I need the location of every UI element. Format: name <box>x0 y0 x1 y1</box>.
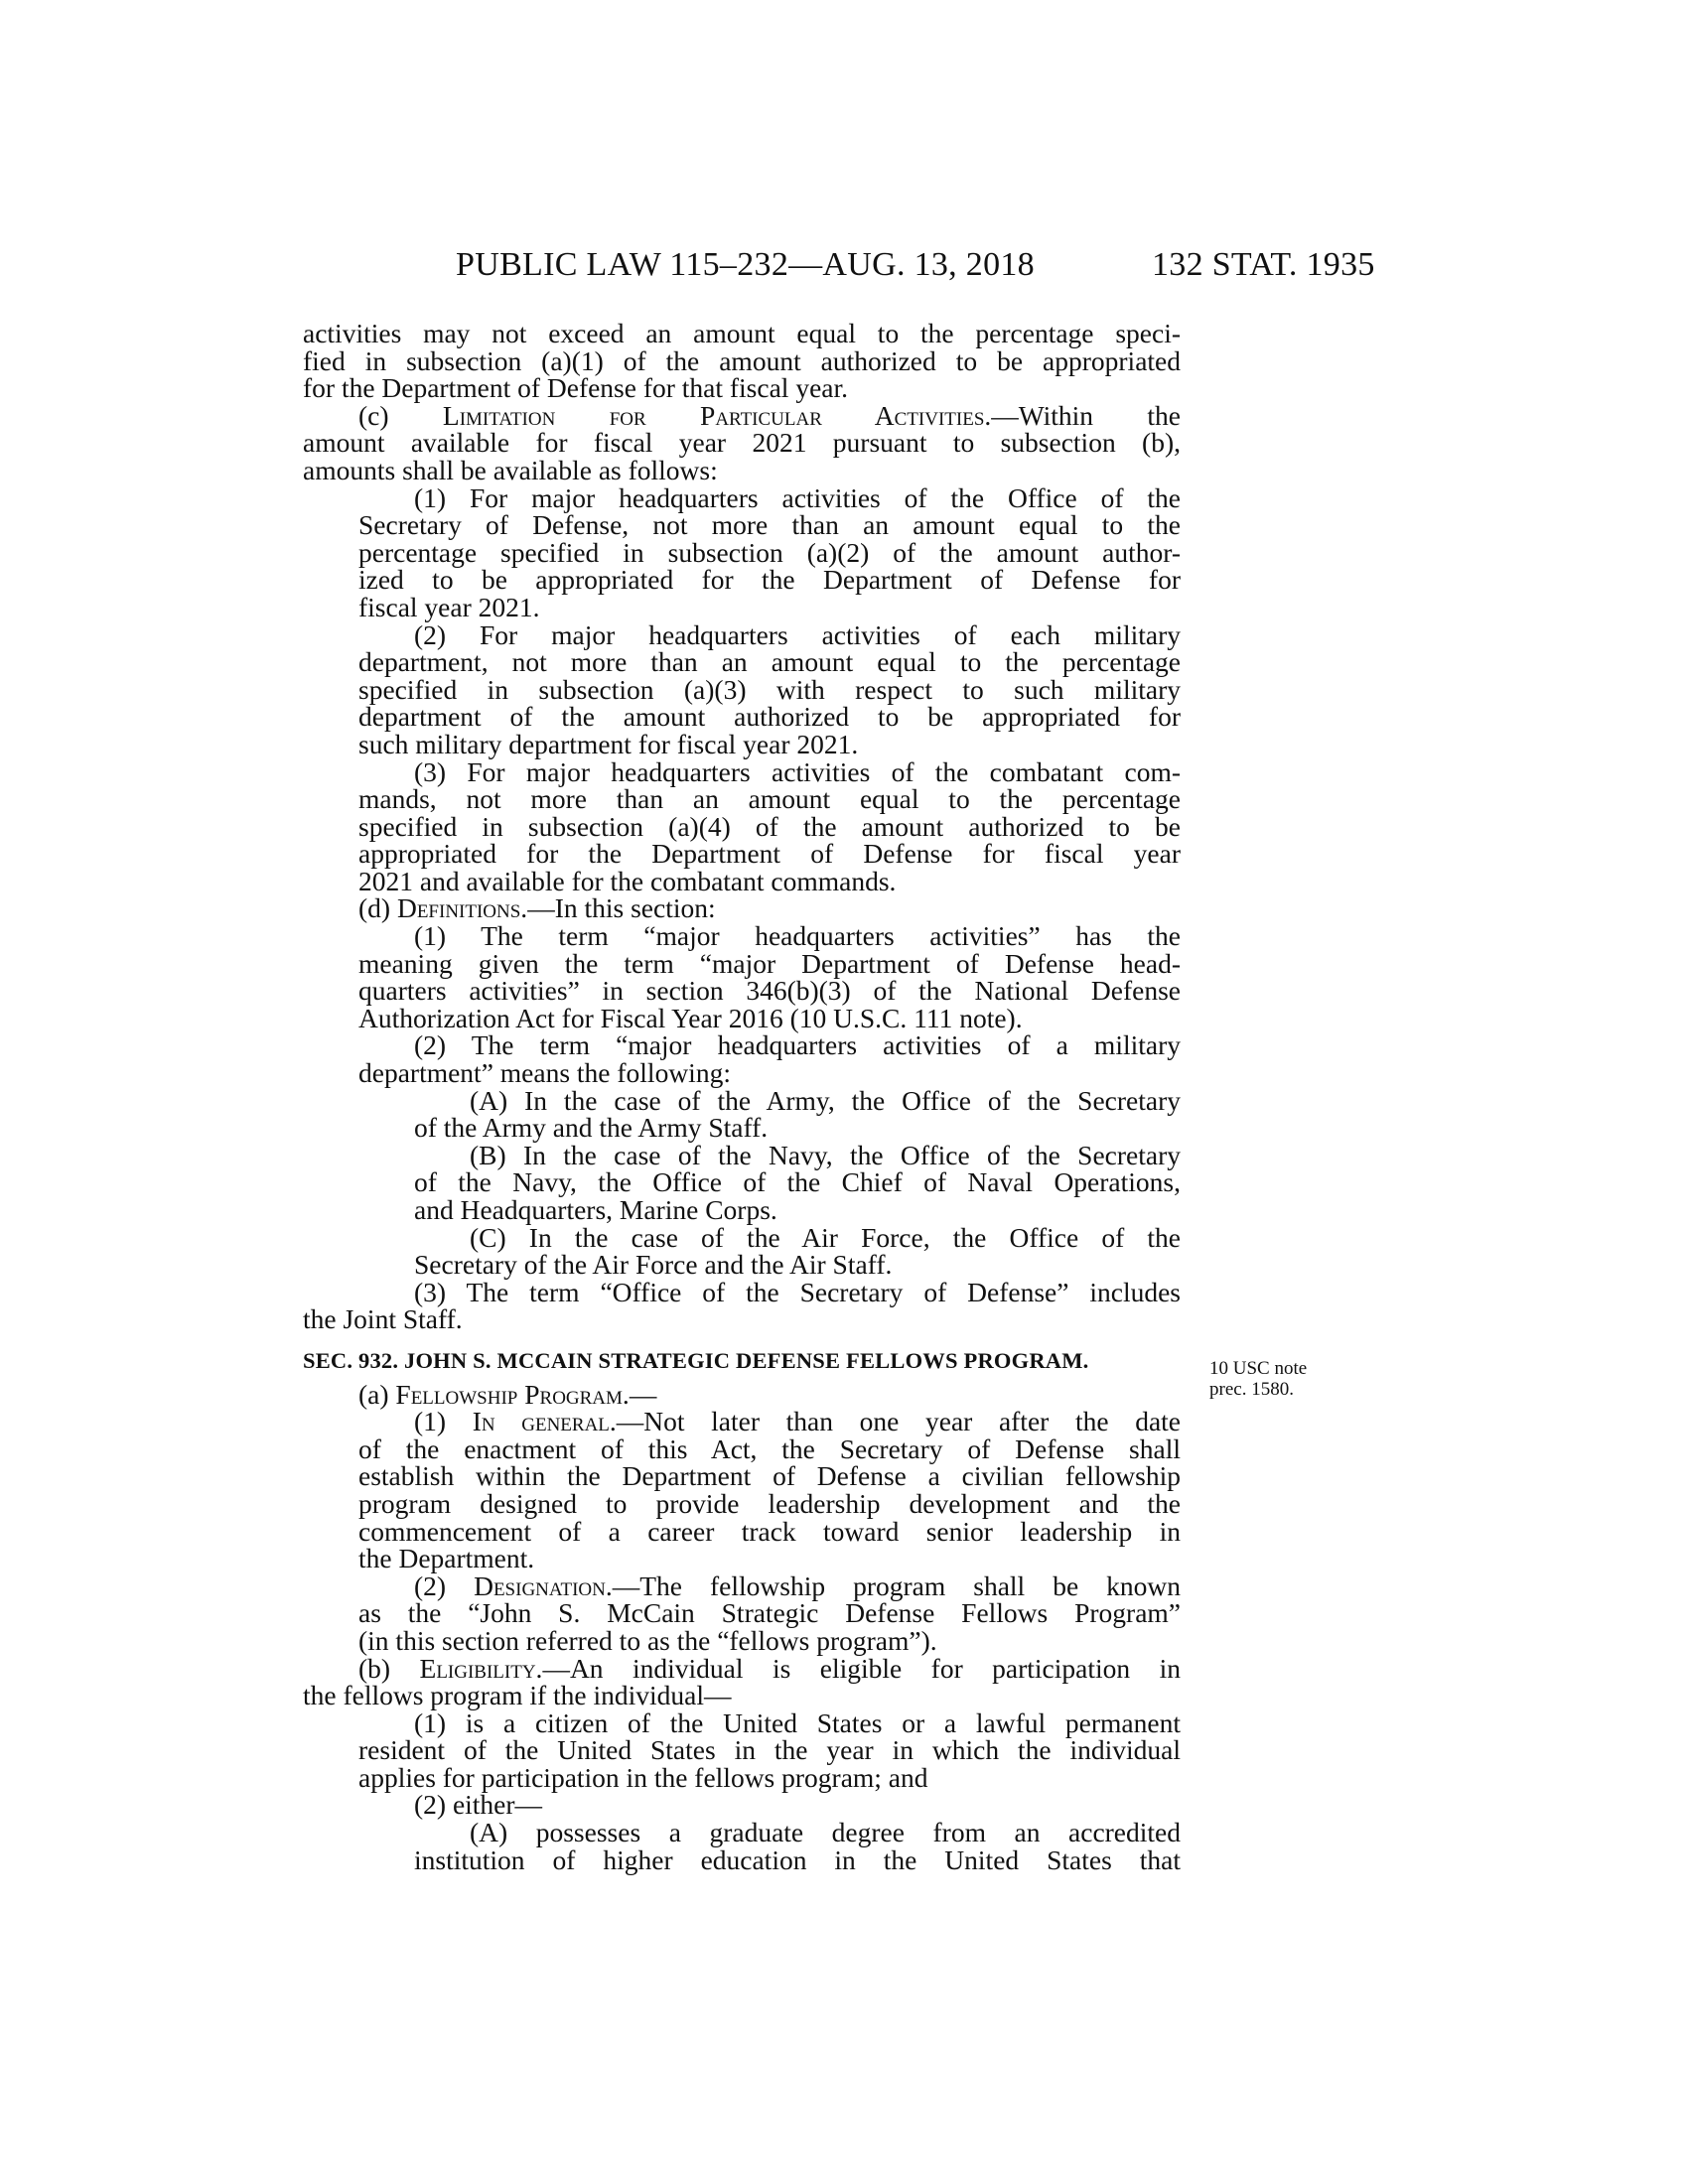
subsection-d-heading-line <box>303 894 1181 922</box>
running-header-stat-page: 132 STAT. 1935 <box>1152 246 1375 283</box>
subsection-label: (a) <box>358 1378 396 1410</box>
paragraph-line: the Joint Staff. <box>303 1303 463 1335</box>
paragraph-line: 2021 and available for the combatant commands. <box>358 865 897 896</box>
subsection-text: —In this section: <box>527 892 716 924</box>
paragraph-heading: Designation. <box>474 1570 613 1601</box>
paragraph-line: applies for participation in the fellows program; and <box>358 1761 928 1793</box>
margin-note-line: 10 USC note <box>1209 1358 1308 1379</box>
paragraph-label: (2) <box>414 1570 475 1601</box>
paragraph-line: mands, not more than an amount equal to the percentage <box>358 783 1181 815</box>
subsection-label: (b) <box>358 1652 420 1684</box>
paragraph-line: department” means the following: <box>358 1057 731 1089</box>
running-header-law: PUBLIC LAW 115–232—AUG. 13, 2018 <box>456 246 1035 283</box>
paragraph-line: (3) For major headquarters activities of the combatant com- <box>414 755 1181 787</box>
paragraph-line: percentage specified in subsection (a)(2) of the amount author- <box>358 536 1181 568</box>
subsection-heading: Limitation for Particular Activities. <box>442 399 992 431</box>
paragraph-text: —Not later than one year after the date <box>616 1406 1181 1437</box>
paragraph-line: establish within the Department of Defense a civilian fellowship <box>358 1460 1181 1492</box>
section-heading: SEC. 932. JOHN S. MCCAIN STRATEGIC DEFENSE FELLOWS PROGRAM. <box>303 1347 1089 1373</box>
subparagraph-line: (B) In the case of the Navy, the Office of the Secretary <box>470 1139 1181 1170</box>
subparagraph-line: of the Army and the Army Staff. <box>414 1112 769 1144</box>
paragraph-line: ized to be appropriated for the Department of Defense for <box>358 564 1181 596</box>
subsection-text: —Within the <box>991 399 1182 431</box>
paragraph-line: department of the amount authorized to be appropriated for <box>358 701 1181 733</box>
text-line: amount available for fiscal year 2021 pursuant to subsection (b), <box>303 427 1181 459</box>
paragraph-line: (in this section referred to as the “fellows program”). <box>358 1624 937 1656</box>
text-line: for the Department of Defense for that fiscal year. <box>303 372 848 404</box>
subparagraph-line: (A) possesses a graduate degree from an accredited <box>470 1817 1181 1848</box>
paragraph-line: specified in subsection (a)(4) of the amount authorized to be <box>358 810 1181 842</box>
subsection-label: (d) <box>358 892 397 924</box>
paragraph-line: department, not more than an amount equal to the percentage <box>358 646 1181 678</box>
subsection-text: — <box>629 1378 657 1410</box>
paragraph-line: specified in subsection (a)(3) with respect to such military <box>358 673 1181 705</box>
paragraph-heading-line <box>303 1408 1181 1435</box>
subparagraph-line: institution of higher education in the United States that <box>414 1843 1181 1875</box>
margin-note-line: prec. 1580. <box>1209 1379 1294 1400</box>
paragraph-line: resident of the United States in the year in which the individual <box>358 1734 1181 1766</box>
text-line: the fellows program if the individual— <box>303 1680 732 1711</box>
subparagraph-line: of the Navy, the Office of the Chief of Naval Operations, <box>414 1166 1181 1198</box>
subsection-heading: Definitions. <box>396 892 528 924</box>
paragraph-line: the Department. <box>358 1543 535 1574</box>
paragraph-line: (2) For major headquarters activities of each military <box>414 618 1181 650</box>
paragraph-line: meaning given the term “major Department of Defense head- <box>358 947 1181 979</box>
paragraph-line: program designed to provide leadership development and the <box>358 1487 1181 1519</box>
subparagraph-line: and Headquarters, Marine Corps. <box>414 1194 777 1225</box>
paragraph-line: quarters activities” in section 346(b)(3) of the National Defense <box>358 975 1181 1007</box>
paragraph-line: such military department for fiscal year 2021. <box>358 728 859 759</box>
paragraph-line: (2) either— <box>414 1789 543 1821</box>
paragraph-label: (1) <box>414 1406 473 1437</box>
paragraph-line: of the enactment of this Act, the Secretary of Defense shall <box>358 1433 1181 1464</box>
subsection-c-heading-line <box>303 399 1182 431</box>
paragraph-line: Secretary of Defense, not more than an amount equal to the <box>358 509 1181 541</box>
text-line: activities may not exceed an amount equal to the percentage speci- <box>303 318 1181 348</box>
subsection-a-heading-line <box>303 1378 1181 1410</box>
paragraph-line: (2) The term “major headquarters activities of a military <box>414 1029 1181 1061</box>
paragraph-line: Authorization Act for Fiscal Year 2016 (10 U.S.C. 111 note). <box>358 1002 1023 1033</box>
subsection-b-heading-line <box>303 1652 1181 1684</box>
subsection-heading: Fellowship Program. <box>395 1378 630 1410</box>
margin-note-usc <box>1209 1358 1368 1400</box>
paragraph-line: as the “John S. McCain Strategic Defense Fellows Program” <box>358 1597 1181 1629</box>
text-line: amounts shall be available as follows: <box>303 454 718 485</box>
statute-body <box>303 320 1181 1873</box>
paragraph-text: —The fellowship program shall be known <box>612 1570 1182 1601</box>
subsection-label: (c) <box>358 399 443 431</box>
subparagraph-line: Secretary of the Air Force and the Air Staff. <box>414 1249 893 1281</box>
paragraph-heading: In general. <box>472 1406 617 1437</box>
paragraph-line: appropriated for the Department of Defense for fiscal year <box>358 838 1181 870</box>
paragraph-line: (1) is a citizen of the United States or a lawful permanent <box>414 1706 1181 1738</box>
paragraph-line: (3) The term “Office of the Secretary of Defense” includes <box>414 1276 1181 1307</box>
subparagraph-line: (C) In the case of the Air Force, the Office of the <box>470 1221 1181 1253</box>
paragraph-line: fiscal year 2021. <box>358 591 540 622</box>
paragraph-line: (1) The term “major headquarters activities” has the <box>414 920 1181 952</box>
subsection-text: —An individual is eligible for participation in <box>542 1652 1181 1684</box>
paragraph-heading-line <box>303 1572 1181 1600</box>
paragraph-line: (1) For major headquarters activities of the Office of the <box>414 481 1181 513</box>
subparagraph-line: (A) In the case of the Army, the Office of the Secretary <box>470 1084 1181 1116</box>
text-line: fied in subsection (a)(1) of the amount authorized to be appropriated <box>303 344 1181 376</box>
subsection-heading: Eligibility. <box>419 1652 543 1684</box>
paragraph-line: commencement of a career track toward senior leadership in <box>358 1515 1181 1547</box>
